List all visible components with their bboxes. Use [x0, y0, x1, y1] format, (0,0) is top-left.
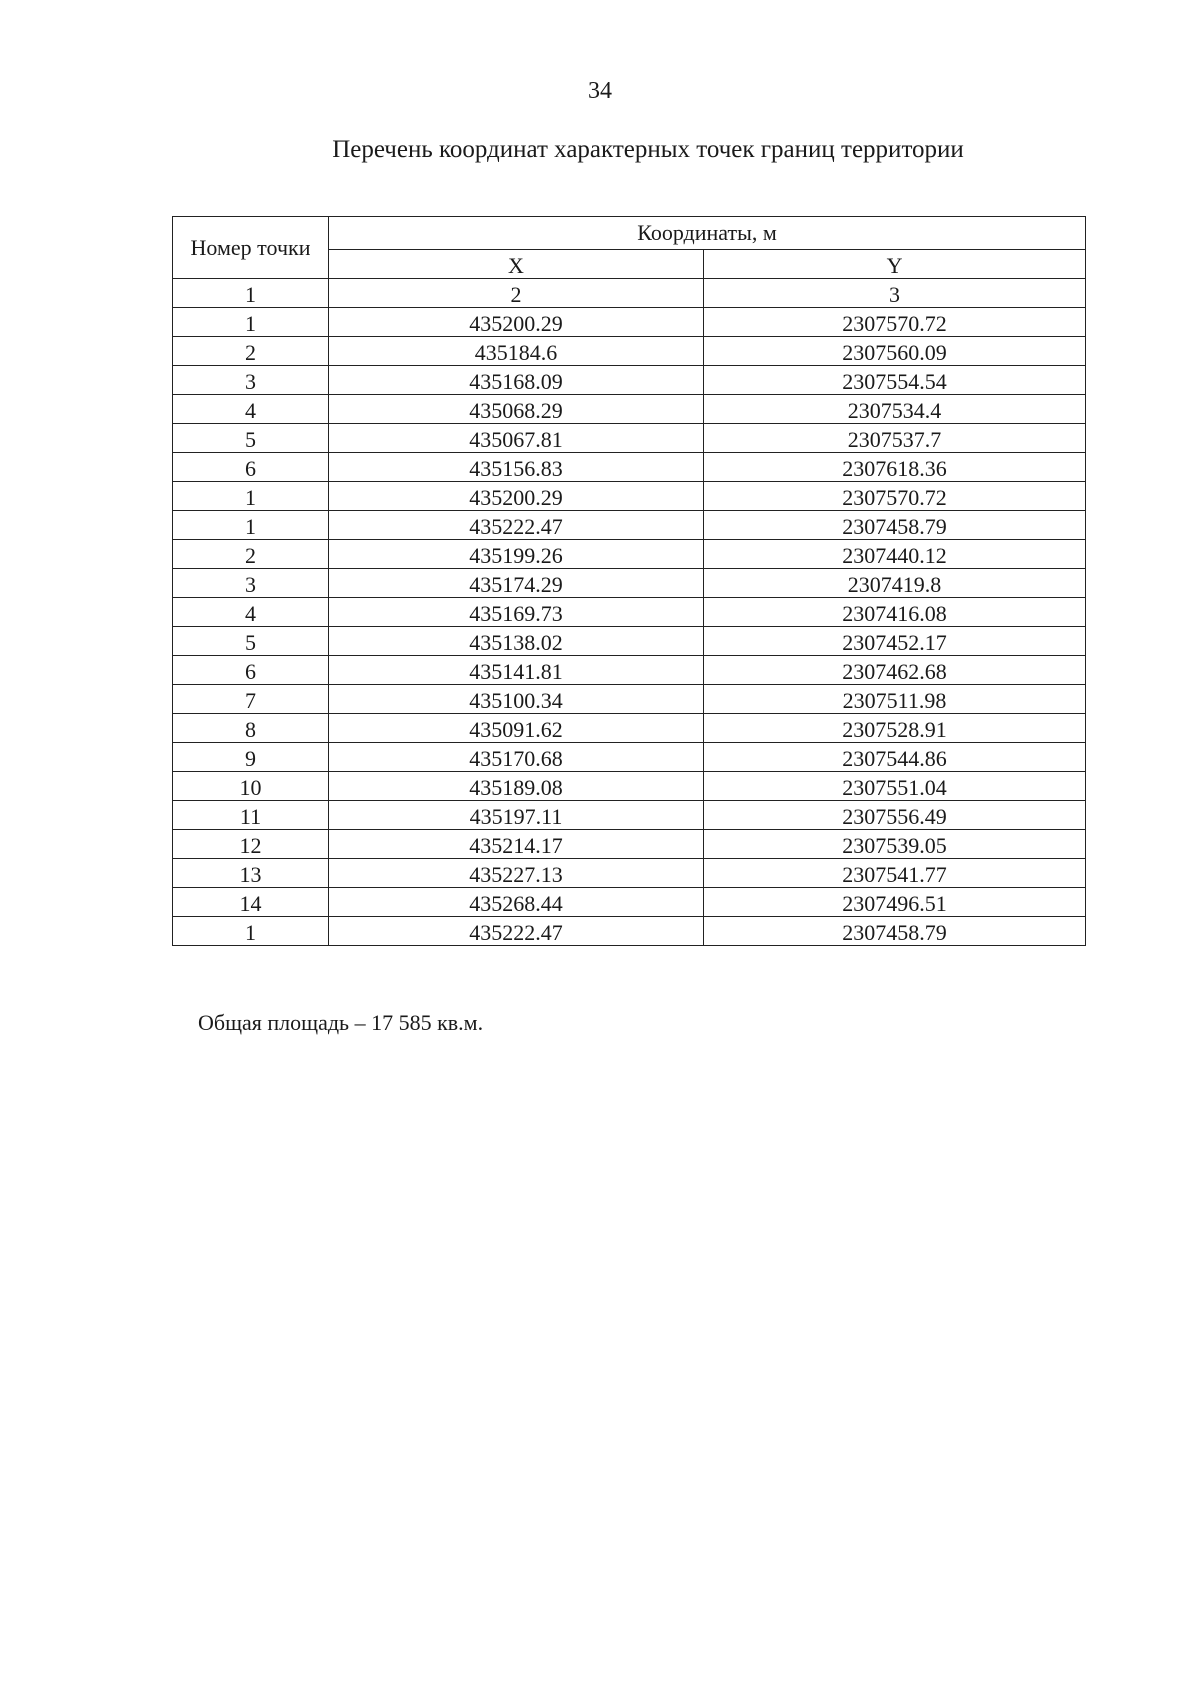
y-coordinate-cell: 2307541.77: [704, 859, 1086, 888]
y-coordinate-cell: 2307539.05: [704, 830, 1086, 859]
point-number-cell: 1: [173, 511, 329, 540]
x-coordinate-cell: 435169.73: [329, 598, 704, 627]
x-coordinate-cell: 435168.09: [329, 366, 704, 395]
y-coordinate-cell: 2307570.72: [704, 482, 1086, 511]
column-number: 1: [173, 279, 329, 308]
table-row: [173, 656, 1086, 685]
table-row: [173, 482, 1086, 511]
table-row: [173, 511, 1086, 540]
point-number-cell: 11: [173, 801, 329, 830]
x-coordinate-cell: 435184.6: [329, 337, 704, 366]
y-coordinate-cell: 2307419.8: [704, 569, 1086, 598]
point-number-cell: 8: [173, 714, 329, 743]
page-title: Перечень координат характерных точек границ территории: [332, 136, 964, 163]
x-coordinate-cell: 435200.29: [329, 482, 704, 511]
table-row: [173, 714, 1086, 743]
point-number-cell: 1: [173, 482, 329, 511]
table-row: [173, 830, 1086, 859]
table-row: [173, 424, 1086, 453]
table-row: [173, 743, 1086, 772]
point-number-cell: 2: [173, 337, 329, 366]
point-number-cell: 1: [173, 308, 329, 337]
point-number-cell: 4: [173, 395, 329, 424]
x-coordinate-cell: 435189.08: [329, 772, 704, 801]
x-coordinate-cell: 435091.62: [329, 714, 704, 743]
header-y: Y: [704, 250, 1086, 279]
coordinates-table: [172, 216, 1086, 946]
y-coordinate-cell: 2307544.86: [704, 743, 1086, 772]
point-number-cell: 2: [173, 540, 329, 569]
y-coordinate-cell: 2307462.68: [704, 656, 1086, 685]
point-number-cell: 9: [173, 743, 329, 772]
y-coordinate-cell: 2307440.12: [704, 540, 1086, 569]
table-row: [173, 395, 1086, 424]
table-row: [173, 540, 1086, 569]
point-number-cell: 5: [173, 627, 329, 656]
table-row: [173, 366, 1086, 395]
table-row: [173, 685, 1086, 714]
x-coordinate-cell: 435141.81: [329, 656, 704, 685]
x-coordinate-cell: 435100.34: [329, 685, 704, 714]
table-row: [173, 569, 1086, 598]
x-coordinate-cell: 435268.44: [329, 888, 704, 917]
header-x: X: [329, 250, 704, 279]
y-coordinate-cell: 2307511.98: [704, 685, 1086, 714]
table-row: [173, 453, 1086, 482]
x-coordinate-cell: 435170.68: [329, 743, 704, 772]
y-coordinate-cell: 2307560.09: [704, 337, 1086, 366]
table-row: [173, 308, 1086, 337]
y-coordinate-cell: 2307556.49: [704, 801, 1086, 830]
table-row: [173, 859, 1086, 888]
y-coordinate-cell: 2307618.36: [704, 453, 1086, 482]
y-coordinate-cell: 2307570.72: [704, 308, 1086, 337]
point-number-cell: 7: [173, 685, 329, 714]
point-number-cell: 13: [173, 859, 329, 888]
point-number-cell: 3: [173, 569, 329, 598]
total-area-note: Общая площадь – 17 585 кв.м.: [198, 1010, 484, 1035]
x-coordinate-cell: 435227.13: [329, 859, 704, 888]
point-number-cell: 10: [173, 772, 329, 801]
point-number-cell: 12: [173, 830, 329, 859]
y-coordinate-cell: 2307537.7: [704, 424, 1086, 453]
table-row: [173, 627, 1086, 656]
x-coordinate-cell: 435200.29: [329, 308, 704, 337]
x-coordinate-cell: 435068.29: [329, 395, 704, 424]
header-coordinates: Координаты, м: [329, 217, 1086, 250]
y-coordinate-cell: 2307458.79: [704, 917, 1086, 946]
table-row: [173, 917, 1086, 946]
y-coordinate-cell: 2307452.17: [704, 627, 1086, 656]
y-coordinate-cell: 2307551.04: [704, 772, 1086, 801]
x-coordinate-cell: 435174.29: [329, 569, 704, 598]
point-number-cell: 3: [173, 366, 329, 395]
y-coordinate-cell: 2307416.08: [704, 598, 1086, 627]
x-coordinate-cell: 435197.11: [329, 801, 704, 830]
table-row: [173, 598, 1086, 627]
header-point-number: Номер точки: [173, 217, 329, 279]
table-row: [173, 801, 1086, 830]
point-number-cell: 5: [173, 424, 329, 453]
x-coordinate-cell: 435222.47: [329, 511, 704, 540]
y-coordinate-cell: 2307534.4: [704, 395, 1086, 424]
column-number: 2: [329, 279, 704, 308]
table-row: [173, 337, 1086, 366]
point-number-cell: 1: [173, 917, 329, 946]
x-coordinate-cell: 435067.81: [329, 424, 704, 453]
page-number: 34: [588, 78, 612, 104]
table-row: [173, 772, 1086, 801]
x-coordinate-cell: 435222.47: [329, 917, 704, 946]
point-number-cell: 6: [173, 656, 329, 685]
x-coordinate-cell: 435214.17: [329, 830, 704, 859]
point-number-cell: 14: [173, 888, 329, 917]
x-coordinate-cell: 435156.83: [329, 453, 704, 482]
y-coordinate-cell: 2307496.51: [704, 888, 1086, 917]
y-coordinate-cell: 2307458.79: [704, 511, 1086, 540]
y-coordinate-cell: 2307528.91: [704, 714, 1086, 743]
y-coordinate-cell: 2307554.54: [704, 366, 1086, 395]
x-coordinate-cell: 435199.26: [329, 540, 704, 569]
point-number-cell: 6: [173, 453, 329, 482]
table-row: [173, 888, 1086, 917]
point-number-cell: 4: [173, 598, 329, 627]
column-number: 3: [704, 279, 1086, 308]
x-coordinate-cell: 435138.02: [329, 627, 704, 656]
column-number-row: [173, 279, 1086, 308]
